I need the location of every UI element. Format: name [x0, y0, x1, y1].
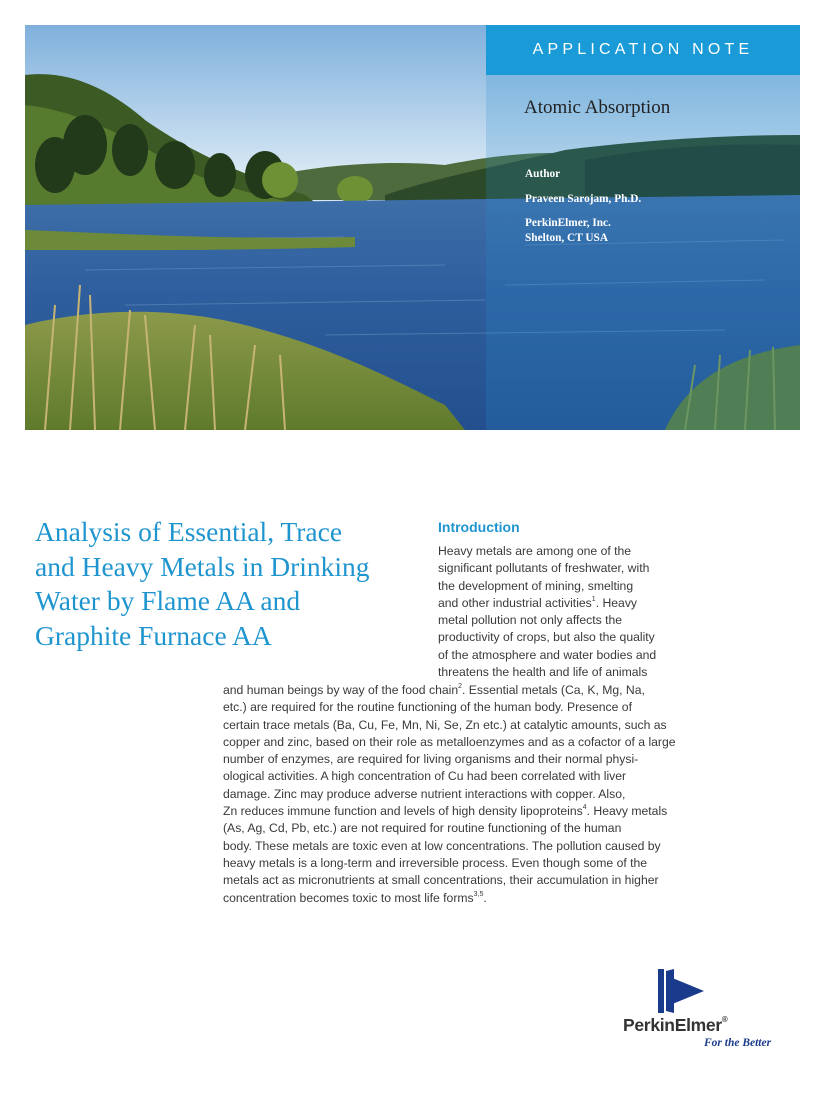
text-line: metal pollution not only affects the [438, 613, 623, 628]
title-line: Water by Flame AA and [35, 585, 301, 616]
text-line: Zn reduces immune function and levels of high density lipoproteins$^4$. Heavy metals [223, 804, 668, 819]
company-location: Shelton, CT USA [525, 232, 608, 244]
text-line: significant pollutants of freshwater, with [438, 561, 650, 576]
text-line: ological activities. A high concentration of Cu had been correlated with liver [223, 769, 627, 784]
section-heading-introduction: Introduction [438, 519, 520, 535]
text-line: concentration becomes toxic to most life forms$^{3,5}$. [223, 890, 487, 905]
text-line: (As, Ag, Cd, Pb, etc.) are not required for routine functioning of the human [223, 821, 622, 836]
intro-body-text [223, 682, 688, 907]
text-line: body. These metals are toxic even at low concentrations. The pollution caused by [223, 838, 661, 853]
author-label: Author [525, 168, 561, 180]
perkinelmer-logo [620, 965, 800, 1055]
text-line: the development of mining, smelting [438, 578, 634, 593]
text-line: copper and zinc, based on their role as metalloenzymes and as a cofactor of a large [223, 734, 676, 749]
text-line: damage. Zinc may produce adverse nutrient interactions with copper. Also, [223, 786, 626, 801]
page-title [35, 515, 405, 653]
author-name: Praveen Sarojam, Ph.D. [525, 193, 642, 205]
text-line: heavy metals is a long-term and irreversible process. Even though some of the [223, 855, 648, 870]
title-line: Analysis of Essential, Trace [35, 516, 343, 547]
brand-name: PerkinElmer® [623, 1015, 728, 1035]
company-name: PerkinElmer, Inc. [525, 217, 611, 229]
perkinelmer-p-logo-icon [652, 967, 712, 1015]
reference-mark: 4 [582, 804, 587, 812]
text-line: and human beings by way of the food chain$^2$. Essential metals (Ca, K, Mg, Na, [223, 682, 645, 697]
intro-column-text [438, 543, 678, 681]
text-line: threatens the health and life of animals [438, 665, 648, 680]
text-line: number of enzymes, are required for living organisms and their normal physi- [223, 752, 639, 767]
text-line: productivity of crops, but also the quality [438, 630, 655, 645]
technique-label: Atomic Absorption [524, 97, 671, 118]
title-line: Graphite Furnace AA [35, 619, 272, 651]
hero-photo [25, 25, 800, 430]
text-line: and other industrial activities$^1$. Heavy [438, 595, 638, 610]
doc-type-label: APPLICATION NOTE [532, 41, 754, 58]
text-line: certain trace metals (Ba, Cu, Fe, Mn, Ni, Se, Zn etc.) at catalytic amounts, such as [223, 717, 667, 732]
reference-mark: 1 [591, 595, 596, 603]
text-line: metals act as micronutrients at small concentrations, their accumulation in higher [223, 873, 659, 888]
reference-mark: 3,5 [473, 890, 484, 898]
text-line: etc.) are required for the routine functioning of the human body. Presence of [223, 700, 632, 715]
brand-tagline: For the Better [704, 1037, 772, 1049]
title-line: and Heavy Metals in Drinking [35, 550, 370, 582]
application-note-banner [486, 25, 800, 75]
text-line: Heavy metals are among one of the [438, 544, 632, 558]
text-line: of the atmosphere and water bodies and [438, 647, 657, 662]
reference-mark: 2 [458, 682, 463, 690]
